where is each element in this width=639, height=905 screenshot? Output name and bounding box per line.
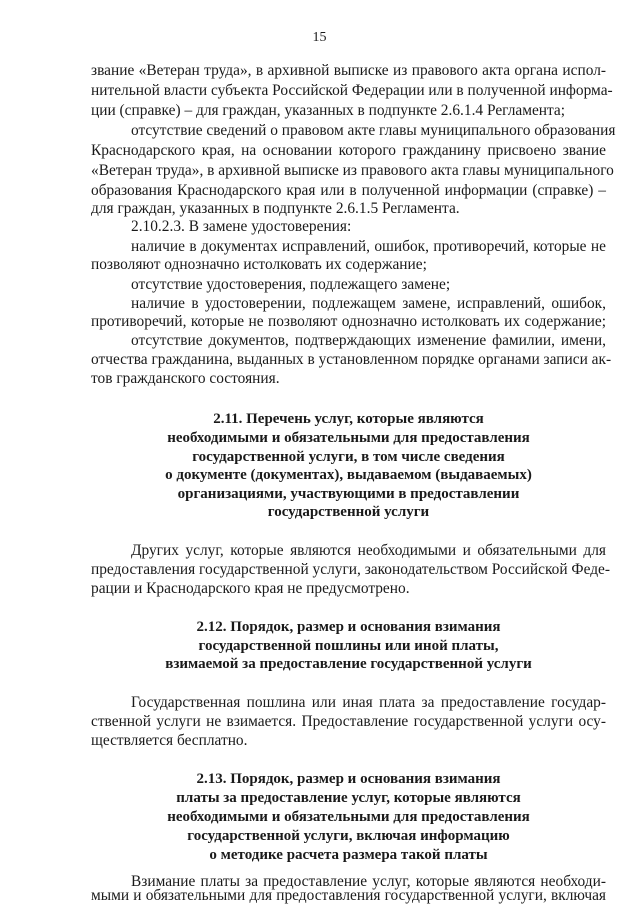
section-heading: взимаемой за предоставление государственной услуги [165,656,532,672]
body-line: «Ветеран труда», в архивной выписке из правового акта главы муниципального [91,162,614,179]
body-line: звание «Ветеран труда», в архивной выписке из правового акта органа испол- [91,62,606,79]
section-heading: организациями, участвующими в предоставлении [177,486,520,502]
section-heading: государственной услуги, включая информацию [187,828,510,844]
section-heading: о документе (документах), выдаваемом (выдаваемых) [165,467,532,483]
page-number: 15 [312,30,327,45]
body-line: ществляется бесплатно. [91,732,248,749]
body-line: предоставления государственной услуги, законодательством Российской Феде- [91,561,610,578]
body-line: 2.10.2.3. В замене удостоверения: [131,218,352,235]
body-line: нительной власти субъекта Российской Федерации или в полученной информа- [91,82,613,99]
body-line: Краснодарского края, на основании которого гражданину присвоено звание [91,142,606,159]
body-line: мыми и обязательными для предоставления государственной услуги, включая [91,887,606,904]
section-heading: государственной услуги, в том числе сведения [192,449,505,465]
body-line: Взимание платы за предоставление услуг, которые являются необходи- [131,873,606,890]
section-heading: необходимыми и обязательными для предоставления [167,809,530,825]
body-line: наличие в документах исправлений, ошибок, противоречий, которые не [131,238,606,255]
body-line: тов гражданского состояния. [91,370,280,387]
body-line: Государственная пошлина или иная плата за предоставление государ- [131,694,606,711]
section-heading: платы за предоставление услуг, которые являются [176,790,521,806]
section-heading: о методике расчета размера такой платы [209,847,488,863]
section-heading: государственной услуги [267,504,430,520]
body-line: наличие в удостоверении, подлежащем замене, исправлений, ошибок, [131,295,606,312]
body-line: противоречий, которые не позволяют однозначно истолковать их содержание; [91,313,606,330]
body-line: для граждан, указанных в подпункте 2.6.1.5 Регламента. [91,200,460,217]
body-line: ции (справке) – для граждан, указанных в подпункте 2.6.1.4 Регламента; [91,102,566,119]
body-line: ственной услуги не взимается. Предоставление государственной услуги осу- [91,713,606,730]
body-line: отчества гражданина, выданных в установленном порядке органами записи ак- [91,351,612,368]
body-line: отсутствие сведений о правовом акте главы муниципального образования [131,122,616,139]
body-line: образования Краснодарского края или в полученной информации (справке) – [91,182,606,199]
section-heading: 2.11. Перечень услуг, которые являются [213,411,484,427]
body-line: отсутствие документов, подтверждающих изменение фамилии, имени, [131,332,606,349]
section-heading: необходимыми и обязательными для предоставления [167,430,530,446]
section-heading: 2.12. Порядок, размер и основания взимания [196,619,501,635]
section-heading: 2.13. Порядок, размер и основания взимания [196,771,501,787]
body-line: Других услуг, которые являются необходимыми и обязательными для [131,542,606,559]
body-line: позволяют однозначно истолковать их содержание; [91,256,427,273]
section-heading: государственной пошлины или иной платы, [198,638,499,654]
body-line: рации и Краснодарского края не предусмотрено. [91,580,410,597]
body-line: отсутствие удостоверения, подлежащего замене; [131,276,451,293]
